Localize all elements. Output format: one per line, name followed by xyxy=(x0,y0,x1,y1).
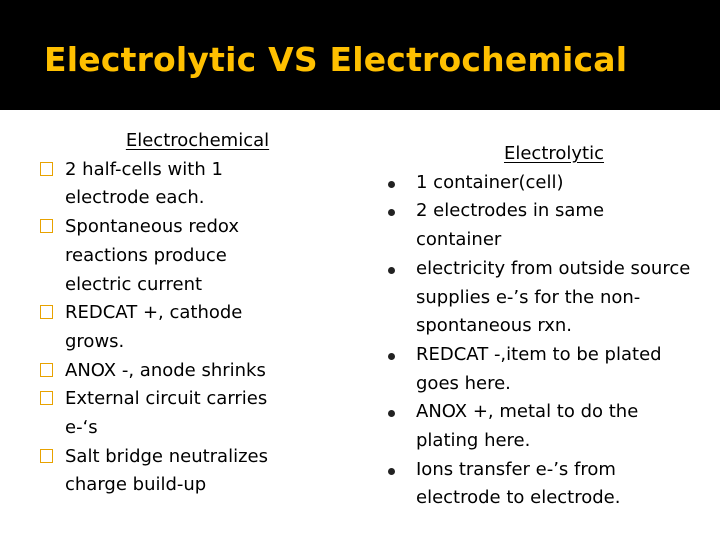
electrochemical-heading: Electrochemical xyxy=(125,130,270,151)
electrochemical-column xyxy=(40,127,295,500)
dot-bullet-icon xyxy=(388,181,395,188)
square-bullet-icon xyxy=(40,363,53,377)
dot-bullet-icon xyxy=(388,267,395,274)
square-bullet-icon xyxy=(40,391,53,405)
electrochemical-list xyxy=(40,156,295,500)
dot-bullet-icon xyxy=(388,209,395,216)
dot-bullet-icon xyxy=(388,468,395,475)
list-item: External circuit carries e-‘s xyxy=(40,385,295,442)
list-item: 2 half-cells with 1 electrode each. xyxy=(40,156,295,213)
list-item: REDCAT +, cathode grows. xyxy=(40,299,295,356)
list-item: Spontaneous redox reactions produce electric current xyxy=(40,213,295,299)
electrolytic-heading: Electrolytic xyxy=(503,143,605,164)
electrolytic-list xyxy=(385,169,695,513)
list-item: ANOX -, anode shrinks xyxy=(40,357,295,386)
slide-title: Electrolytic VS Electrochemical xyxy=(44,40,628,79)
electrolytic-column xyxy=(385,140,695,513)
list-item: 1 container(cell) xyxy=(385,169,695,198)
square-bullet-icon xyxy=(40,449,53,463)
title-bar xyxy=(0,0,720,110)
list-item: ANOX +, metal to do the plating here. xyxy=(385,398,695,455)
dot-bullet-icon xyxy=(388,410,395,417)
list-item: REDCAT -,item to be plated goes here. xyxy=(385,341,695,398)
list-item: Salt bridge neutralizes charge build-up xyxy=(40,443,295,500)
list-item: 2 electrodes in same container xyxy=(385,197,695,254)
square-bullet-icon xyxy=(40,305,53,319)
square-bullet-icon xyxy=(40,162,53,176)
square-bullet-icon xyxy=(40,219,53,233)
list-item: electricity from outside source supplies e-’s for the non-spontaneous rxn. xyxy=(385,255,695,341)
list-item: Ions transfer e-’s from electrode to electrode. xyxy=(385,456,695,513)
dot-bullet-icon xyxy=(388,353,395,360)
